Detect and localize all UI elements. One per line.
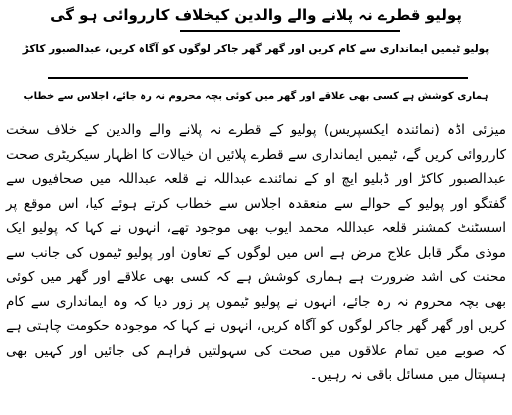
sub-headline-1: پولیو ٹیمیں ایمانداری سے کام کریں اور گھر گھر جاکر لوگوں کو آگاہ کریں، عبدالصبور کاکڑ	[22, 43, 490, 55]
article-body: میزئی اڈہ (نمائندہ ایکسپریس) پولیو کے قطرے نہ پلانے والے والدین کے خلاف سخت کارروائی کریں گے، ٹیمیں ایمانداری سے قطرے پلائیں ان خیالات کا اظہار سیکریٹری صحت عبدالصبور کاکڑ اور ڈبلیو ایچ او کے نمائندے عبداللہ نے قلعہ عبداللہ میں صحافیوں سے گفتگو اور پولیو کے حوالے سے منعقدہ اجلاس سے خطاب کرتے ہوئے کیا، اس موقع پر اسسٹنٹ کمشنر قلعہ عبداللہ محمد ایوب بھی موجود تھے، انہوں نے کہا کہ پولیو ایک موذی مگر قابل علاج مرض ہے اس میں لوگوں کے تعاون اور پولیو ٹیموں کی جانب سے محنت کی اشد ضرورت ہے ہماری کوشش ہے کہ کسی بھی علاقے اور گھر میں کوئی بھی بچہ محروم نہ رہ جائے، انہوں نے پولیو ٹیموں پر زور دیا کہ وہ ایمانداری سے کام کریں اور گھر گھر جاکر لوگوں کو آگاہ کریں، انہوں نے کہا کہ موجودہ حکومت چاہتی ہے کہ صوبے میں تمام علاقوں میں صحت کی سہولتیں فراہم کی جائیں اور کہیں بھی ہسپتال میں مسائل باقی نہ رہیں۔	[6, 122, 506, 383]
headline-rule	[180, 30, 400, 32]
main-headline: پولیو قطرے نہ پلانے والے والدین کیخلاف کارروائی ہو گی	[50, 6, 462, 24]
subheadline-rule	[48, 77, 468, 79]
sub-headline-2: ہماری کوشش ہے کسی بھی علاقے اور گھر میں کوئی بچہ محروم نہ رہ جائے، اجلاس سے خطاب	[23, 91, 489, 102]
